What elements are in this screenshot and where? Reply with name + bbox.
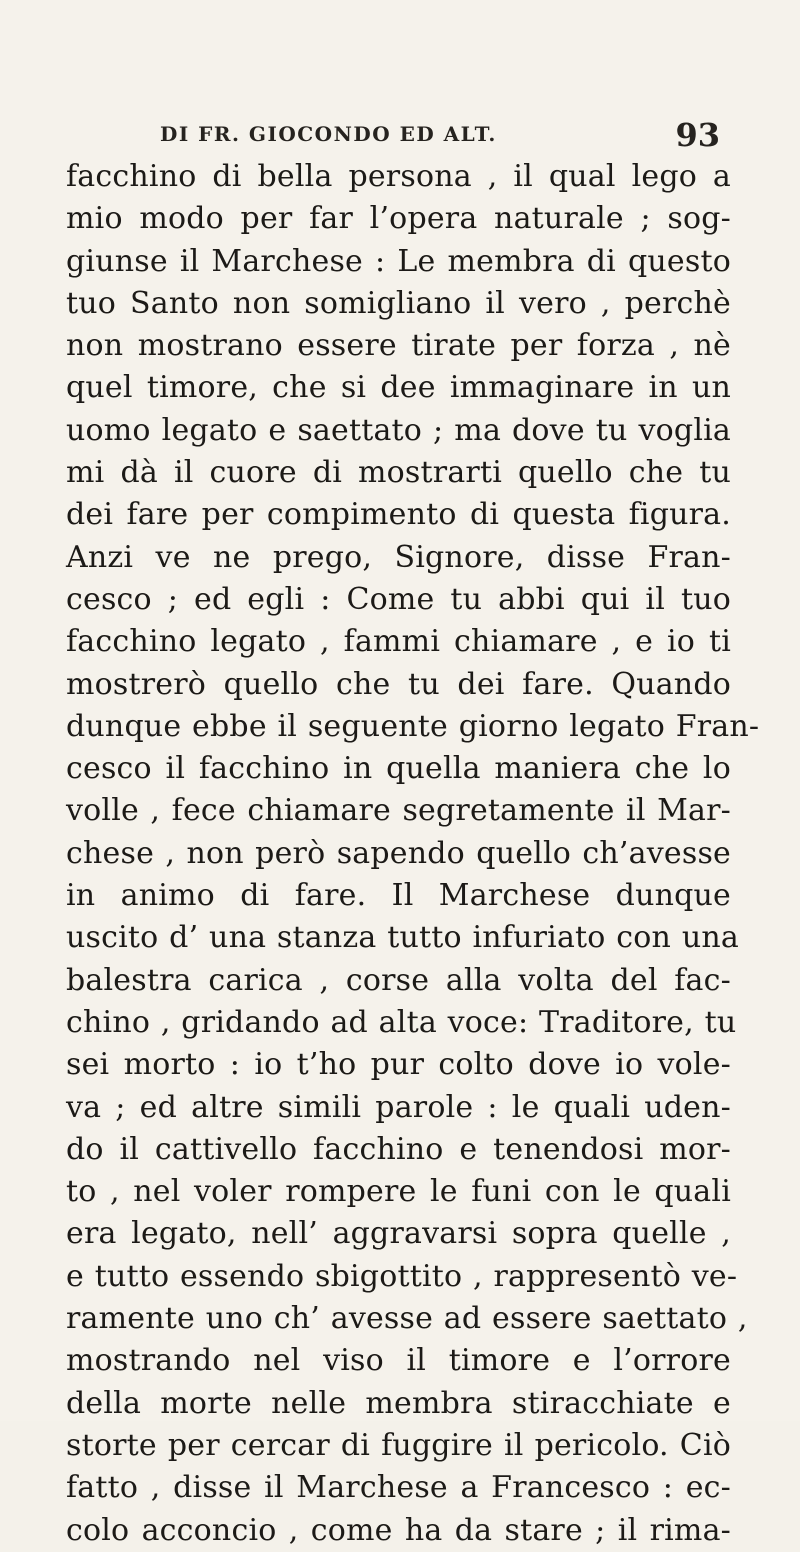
text-line: sei morto : io t’ho pur colto dove io vole- (66, 1047, 731, 1083)
text-line: della morte nelle membra stiracchiate e (66, 1385, 731, 1421)
text-line: facchino di bella persona , il qual lego a (66, 159, 731, 194)
text-line: era legato, nell’ aggravarsi sopra quelle , (66, 1216, 731, 1252)
text-line: Anzi ve ne prego, Signore, disse Fran- (66, 539, 731, 575)
text-line: fatto , disse il Marchese a Francesco : ec- (66, 1470, 731, 1506)
text-line: facchino legato , fammi chiamare , e io ti (66, 624, 731, 660)
text-line: mi dà il cuore di mostrarti quello che tu (66, 455, 731, 491)
text-line: giunse il Marchese : Le membra di questo (66, 243, 731, 279)
text-line: non mostrano essere tirate per forza , nè (66, 328, 731, 364)
text-line: uscito d’ una stanza tutto infuriato con una (66, 920, 739, 956)
text-line: dei fare per compimento di questa figura. (66, 497, 731, 533)
running-head: DI FR. GIOCONDO ED ALT. (160, 122, 497, 146)
text-line: do il cattivello facchino e tenendosi mor- (66, 1131, 731, 1167)
text-line: colo acconcio , come ha da stare ; il rima- (66, 1512, 731, 1548)
text-line: tuo Santo non somigliano il vero , perchè (66, 285, 731, 321)
text-line: e tutto essendo sbigottito , rappresentò ve- (66, 1258, 738, 1294)
text-line: in animo di fare. Il Marchese dunque (66, 878, 731, 914)
text-line: mio modo per far l’opera naturale ; sog- (66, 201, 731, 237)
text-line: dunque ebbe il seguente giorno legato Fran- (66, 708, 760, 744)
text-line: cesco il facchino in quella maniera che lo (66, 751, 731, 787)
text-line: chino , gridando ad alta voce: Traditore, tu (66, 1004, 737, 1040)
text-line: mostrerò quello che tu dei fare. Quando (66, 666, 731, 702)
body-text (66, 156, 760, 1552)
text-line: mostrando nel viso il timore e l’orrore (66, 1343, 731, 1379)
text-line: va ; ed altre simili parole : le quali uden- (66, 1089, 731, 1125)
text-line: balestra carica , corse alla volta del fac- (66, 962, 731, 998)
text-line: to , nel voler rompere le funi con le quali (66, 1174, 731, 1210)
text-line: volle , fece chiamare segretamente il Mar- (66, 793, 731, 829)
text-line: cesco ; ed egli : Come tu abbi qui il tuo (66, 581, 731, 617)
text-line: storte per cercar di fuggire il pericolo. Ciò (66, 1427, 731, 1463)
text-line: ramente uno ch’ avesse ad essere saettato , (66, 1301, 748, 1337)
text-line: chese , non però sapendo quello ch’avesse (66, 835, 731, 871)
page-number: 93 (675, 116, 720, 154)
text-line: quel timore, che si dee immaginare in un (66, 370, 731, 406)
text-line: uomo legato e saettato ; ma dove tu voglia (66, 412, 731, 448)
